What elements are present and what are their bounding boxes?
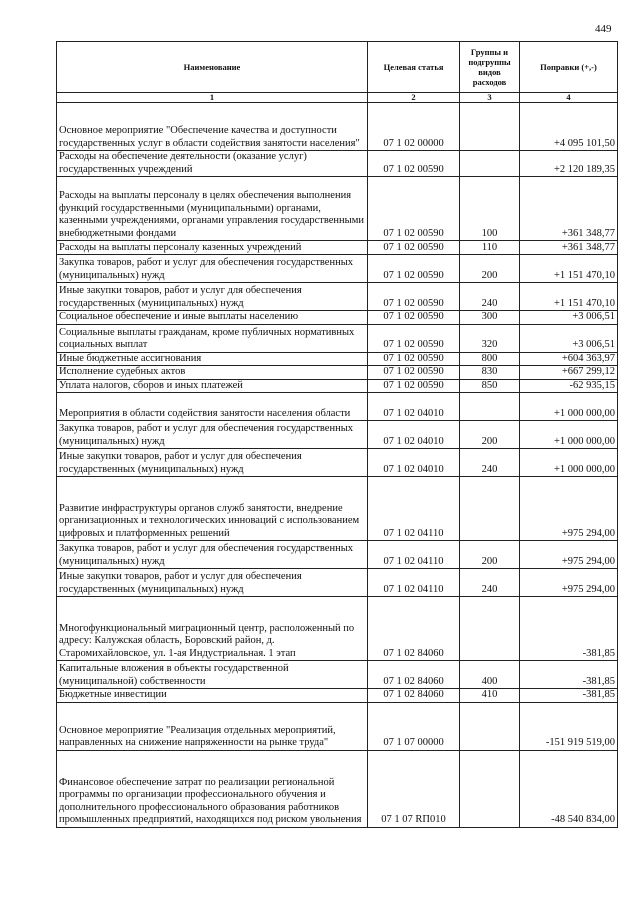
row-code: 07 1 02 00590 xyxy=(368,255,460,283)
row-name: Бюджетные инвестиции xyxy=(57,689,368,703)
row-amount: -62 935,15 xyxy=(520,379,618,393)
row-group xyxy=(460,597,520,661)
row-amount: +975 294,00 xyxy=(520,569,618,597)
row-name: Иные бюджетные ассигнования xyxy=(57,352,368,366)
row-amount: -381,85 xyxy=(520,689,618,703)
row-group xyxy=(460,702,520,750)
row-amount: +4 095 101,50 xyxy=(520,103,618,151)
row-name: Закупка товаров, работ и услуг для обеспечения государственных (муниципальных) нужд xyxy=(57,421,368,449)
row-name: Капитальные вложения в объекты государственной (муниципальной) собственности xyxy=(57,661,368,689)
row-amount: +604 363,97 xyxy=(520,352,618,366)
row-group xyxy=(460,151,520,177)
row-code: 07 1 02 84060 xyxy=(368,689,460,703)
row-name: Закупка товаров, работ и услуг для обеспечения государственных (муниципальных) нужд xyxy=(57,255,368,283)
row-amount: +2 120 189,35 xyxy=(520,151,618,177)
table-row xyxy=(57,750,618,827)
row-code: 07 1 02 04110 xyxy=(368,477,460,541)
table-body xyxy=(57,103,618,828)
table-row xyxy=(57,597,618,661)
column-number: 1 xyxy=(57,93,368,103)
table-row xyxy=(57,255,618,283)
row-code: 07 1 02 00590 xyxy=(368,177,460,241)
row-code: 07 1 07 00000 xyxy=(368,702,460,750)
row-amount: +667 299,12 xyxy=(520,366,618,380)
row-code: 07 1 02 04110 xyxy=(368,541,460,569)
row-group xyxy=(460,477,520,541)
table-row xyxy=(57,541,618,569)
row-group: 100 xyxy=(460,177,520,241)
row-amount: +3 006,51 xyxy=(520,311,618,325)
row-name: Многофункциональный миграционный центр, расположенный по адресу: Калужская область, Боровский район, д. Старомихайловское, ул. 1-ая Индустриальная. 1 этап xyxy=(57,597,368,661)
page-number: 449 xyxy=(595,23,612,35)
row-code: 07 1 02 00590 xyxy=(368,283,460,311)
row-name: Мероприятия в области содействия занятости населения области xyxy=(57,393,368,421)
row-name: Финансовое обеспечение затрат по реализации региональной программы по организации профессионального обучения и дополнительного профессионального образования работников промышленных предприятий, находящихся под риском увольнения xyxy=(57,750,368,827)
row-group: 300 xyxy=(460,311,520,325)
row-name: Иные закупки товаров, работ и услуг для обеспечения государственных (муниципальных) нужд xyxy=(57,569,368,597)
column-number: 4 xyxy=(520,93,618,103)
row-code: 07 1 02 00590 xyxy=(368,311,460,325)
row-name: Расходы на обеспечение деятельности (оказание услуг) государственных учреждений xyxy=(57,151,368,177)
row-group: 400 xyxy=(460,661,520,689)
table-row xyxy=(57,151,618,177)
row-amount: -381,85 xyxy=(520,661,618,689)
row-name: Расходы на выплаты персоналу казенных учреждений xyxy=(57,241,368,255)
row-name: Иные закупки товаров, работ и услуг для обеспечения государственных (муниципальных) нужд xyxy=(57,449,368,477)
row-code: 07 1 02 04010 xyxy=(368,449,460,477)
row-code: 07 1 02 04010 xyxy=(368,393,460,421)
row-group xyxy=(460,393,520,421)
table-row xyxy=(57,449,618,477)
table-row xyxy=(57,352,618,366)
table-row xyxy=(57,689,618,703)
row-name: Развитие инфраструктуры органов служб занятости, внедрение организационных и технологических инноваций с использованием цифровых и платформенных решений xyxy=(57,477,368,541)
header-row xyxy=(57,42,618,93)
row-code: 07 1 02 84060 xyxy=(368,597,460,661)
row-code: 07 1 02 04010 xyxy=(368,421,460,449)
row-group: 240 xyxy=(460,283,520,311)
table-row xyxy=(57,283,618,311)
row-group: 850 xyxy=(460,379,520,393)
row-name: Основное мероприятие "Обеспечение качества и доступности государственных услуг в области содействия занятости населения" xyxy=(57,103,368,151)
row-amount: -381,85 xyxy=(520,597,618,661)
row-amount: +975 294,00 xyxy=(520,541,618,569)
row-name: Уплата налогов, сборов и иных платежей xyxy=(57,379,368,393)
row-amount: +361 348,77 xyxy=(520,177,618,241)
row-group: 800 xyxy=(460,352,520,366)
row-amount: +1 151 470,10 xyxy=(520,255,618,283)
row-name: Закупка товаров, работ и услуг для обеспечения государственных (муниципальных) нужд xyxy=(57,541,368,569)
row-group: 200 xyxy=(460,255,520,283)
table-row xyxy=(57,477,618,541)
row-code: 07 1 02 00590 xyxy=(368,352,460,366)
row-code: 07 1 02 00590 xyxy=(368,324,460,352)
table-row xyxy=(57,661,618,689)
row-code: 07 1 02 00590 xyxy=(368,151,460,177)
table-row xyxy=(57,177,618,241)
table-row xyxy=(57,702,618,750)
column-number-row xyxy=(57,93,618,103)
row-amount: +1 000 000,00 xyxy=(520,421,618,449)
row-amount: +1 151 470,10 xyxy=(520,283,618,311)
table-row xyxy=(57,324,618,352)
row-amount: +1 000 000,00 xyxy=(520,393,618,421)
header-name: Наименование xyxy=(57,42,368,93)
table-row xyxy=(57,379,618,393)
row-amount: -151 919 519,00 xyxy=(520,702,618,750)
row-group xyxy=(460,750,520,827)
budget-amendments-table xyxy=(56,41,618,828)
header-amount: Поправки (+,-) xyxy=(520,42,618,93)
row-amount: +3 006,51 xyxy=(520,324,618,352)
table-row xyxy=(57,569,618,597)
row-code: 07 1 02 00590 xyxy=(368,379,460,393)
row-group xyxy=(460,103,520,151)
row-name: Социальное обеспечение и иные выплаты населению xyxy=(57,311,368,325)
table-row xyxy=(57,241,618,255)
row-group: 200 xyxy=(460,541,520,569)
table-row xyxy=(57,311,618,325)
row-name: Расходы на выплаты персоналу в целях обеспечения выполнения функций государственными (муниципальными) органами, казенными учреждениями, органами управления государственными внебюджетными фондами xyxy=(57,177,368,241)
column-number: 3 xyxy=(460,93,520,103)
row-group: 110 xyxy=(460,241,520,255)
table-row xyxy=(57,393,618,421)
row-group: 240 xyxy=(460,449,520,477)
row-amount: +1 000 000,00 xyxy=(520,449,618,477)
table-row xyxy=(57,366,618,380)
row-code: 07 1 02 84060 xyxy=(368,661,460,689)
row-code: 07 1 02 00000 xyxy=(368,103,460,151)
row-name: Исполнение судебных актов xyxy=(57,366,368,380)
row-code: 07 1 02 00590 xyxy=(368,241,460,255)
row-code: 07 1 02 04110 xyxy=(368,569,460,597)
table-row xyxy=(57,103,618,151)
row-name: Основное мероприятие "Реализация отдельных мероприятий, направленных на снижение напряженности на рынке труда" xyxy=(57,702,368,750)
row-name: Социальные выплаты гражданам, кроме публичных нормативных социальных выплат xyxy=(57,324,368,352)
row-group: 410 xyxy=(460,689,520,703)
row-group: 200 xyxy=(460,421,520,449)
row-code: 07 1 07 RП010 xyxy=(368,750,460,827)
row-group: 240 xyxy=(460,569,520,597)
row-amount: +975 294,00 xyxy=(520,477,618,541)
row-name: Иные закупки товаров, работ и услуг для обеспечения государственных (муниципальных) нужд xyxy=(57,283,368,311)
header-code: Целевая статья xyxy=(368,42,460,93)
row-group: 320 xyxy=(460,324,520,352)
table-row xyxy=(57,421,618,449)
row-code: 07 1 02 00590 xyxy=(368,366,460,380)
row-group: 830 xyxy=(460,366,520,380)
row-amount: -48 540 834,00 xyxy=(520,750,618,827)
header-group: Группы и подгруппы видов расходов xyxy=(460,42,520,93)
column-number: 2 xyxy=(368,93,460,103)
row-amount: +361 348,77 xyxy=(520,241,618,255)
